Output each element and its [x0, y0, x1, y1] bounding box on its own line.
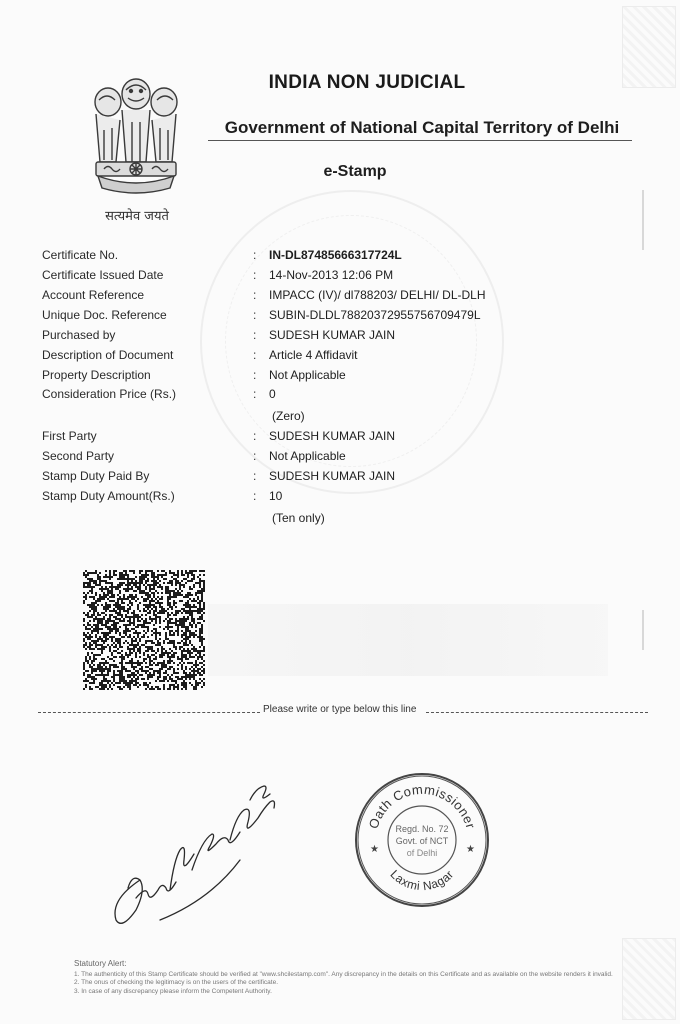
document-description: Article 4 Affidavit — [269, 348, 358, 362]
account-reference: IMPACC (IV)/ dl788203/ DELHI/ DL-DLH — [269, 288, 486, 302]
field-label: Unique Doc. Reference — [42, 308, 167, 322]
field-label: Stamp Duty Amount(Rs.) — [42, 489, 175, 503]
field-label: Account Reference — [42, 288, 145, 302]
field-separator: : — [253, 268, 257, 282]
alert-point: 2. The onus of checking the legitimacy is on the users of the certificate. — [74, 979, 279, 986]
consideration-in-words: (Zero) — [272, 409, 305, 423]
issued-date: 14-Nov-2013 12:06 PM — [269, 268, 394, 282]
consideration-price: 0 — [269, 387, 276, 401]
corner-ornament-top-right — [622, 6, 676, 88]
amount-in-words: (Ten only) — [272, 511, 325, 525]
field-label: Certificate Issued Date — [42, 268, 164, 282]
seal-inner-line-3: of Delhi — [406, 848, 438, 858]
government-name: Government of National Capital Territory of Delhi — [224, 118, 620, 137]
seal-top-text: Oath Commissioner — [365, 781, 479, 831]
edge-mark — [642, 610, 644, 650]
field-separator: : — [253, 288, 257, 302]
header-divider — [208, 140, 632, 141]
faint-security-band — [208, 604, 608, 676]
qr-code-icon — [83, 570, 205, 690]
first-party: SUDESH KUMAR JAIN — [269, 429, 396, 443]
certificate-number: IN-DL87485666317724L — [269, 248, 402, 262]
field-separator: : — [253, 348, 257, 362]
field-separator: : — [253, 248, 257, 262]
field-separator: : — [253, 469, 257, 483]
stamp-type: e-Stamp — [323, 163, 387, 180]
field-label: Purchased by — [42, 328, 116, 342]
field-separator: : — [253, 489, 257, 503]
field-label: Description of Document — [42, 348, 174, 362]
field-separator: : — [253, 387, 257, 401]
purchased-by: SUDESH KUMAR JAIN — [269, 328, 396, 342]
statutory-alert — [74, 960, 634, 996]
seal-inner-line-1: Regd. No. 72 — [395, 824, 449, 834]
unique-doc-reference: SUBIN-DLDL78820372955756709479L — [269, 308, 481, 322]
seal-star-icon: ★ — [466, 844, 475, 855]
field-label: Certificate No. — [42, 248, 119, 262]
oath-commissioner-seal-icon — [352, 770, 492, 910]
write-line-left — [38, 712, 260, 713]
field-separator: : — [253, 368, 257, 382]
field-label: Property Description — [42, 368, 151, 382]
second-party: Not Applicable — [269, 449, 346, 463]
seal-star-icon: ★ — [370, 844, 379, 855]
stamp-duty-amount: 10 — [269, 489, 283, 503]
national-emblem-icon — [86, 70, 186, 202]
alert-point: 1. The authenticity of this Stamp Certificate should be verified at "www.shcilestamp.com". Any discrepancy in the details on this Certificate and as available on the website renders it invalid. — [74, 970, 613, 978]
emblem-motto: सत्यमेव जयते — [105, 209, 169, 224]
field-separator: : — [253, 449, 257, 463]
field-separator: : — [253, 429, 257, 443]
field-label: Consideration Price (Rs.) — [42, 387, 177, 401]
document-title: INDIA NON JUDICIAL — [268, 72, 466, 93]
seal-bottom-text: Laxmi Nagar — [387, 867, 457, 894]
write-line-instruction: Please write or type below this line — [263, 704, 417, 715]
property-description: Not Applicable — [269, 368, 346, 382]
field-label: Second Party — [42, 449, 115, 463]
write-line-right — [426, 712, 648, 713]
stamp-duty-paid-by: SUDESH KUMAR JAIN — [269, 469, 396, 483]
field-label: First Party — [42, 429, 97, 443]
field-separator: : — [253, 328, 257, 342]
handwritten-signature-icon — [100, 770, 290, 930]
seal-inner-line-2: Govt. of NCT — [395, 836, 449, 846]
alert-title: Statutory Alert: — [74, 959, 127, 968]
field-separator: : — [253, 308, 257, 322]
edge-mark — [642, 190, 644, 250]
alert-point: 3. In case of any discrepancy please inform the Competent Authority. — [74, 987, 272, 995]
svg-text:Laxmi Nagar — [387, 867, 456, 893]
field-label: Stamp Duty Paid By — [42, 469, 150, 483]
